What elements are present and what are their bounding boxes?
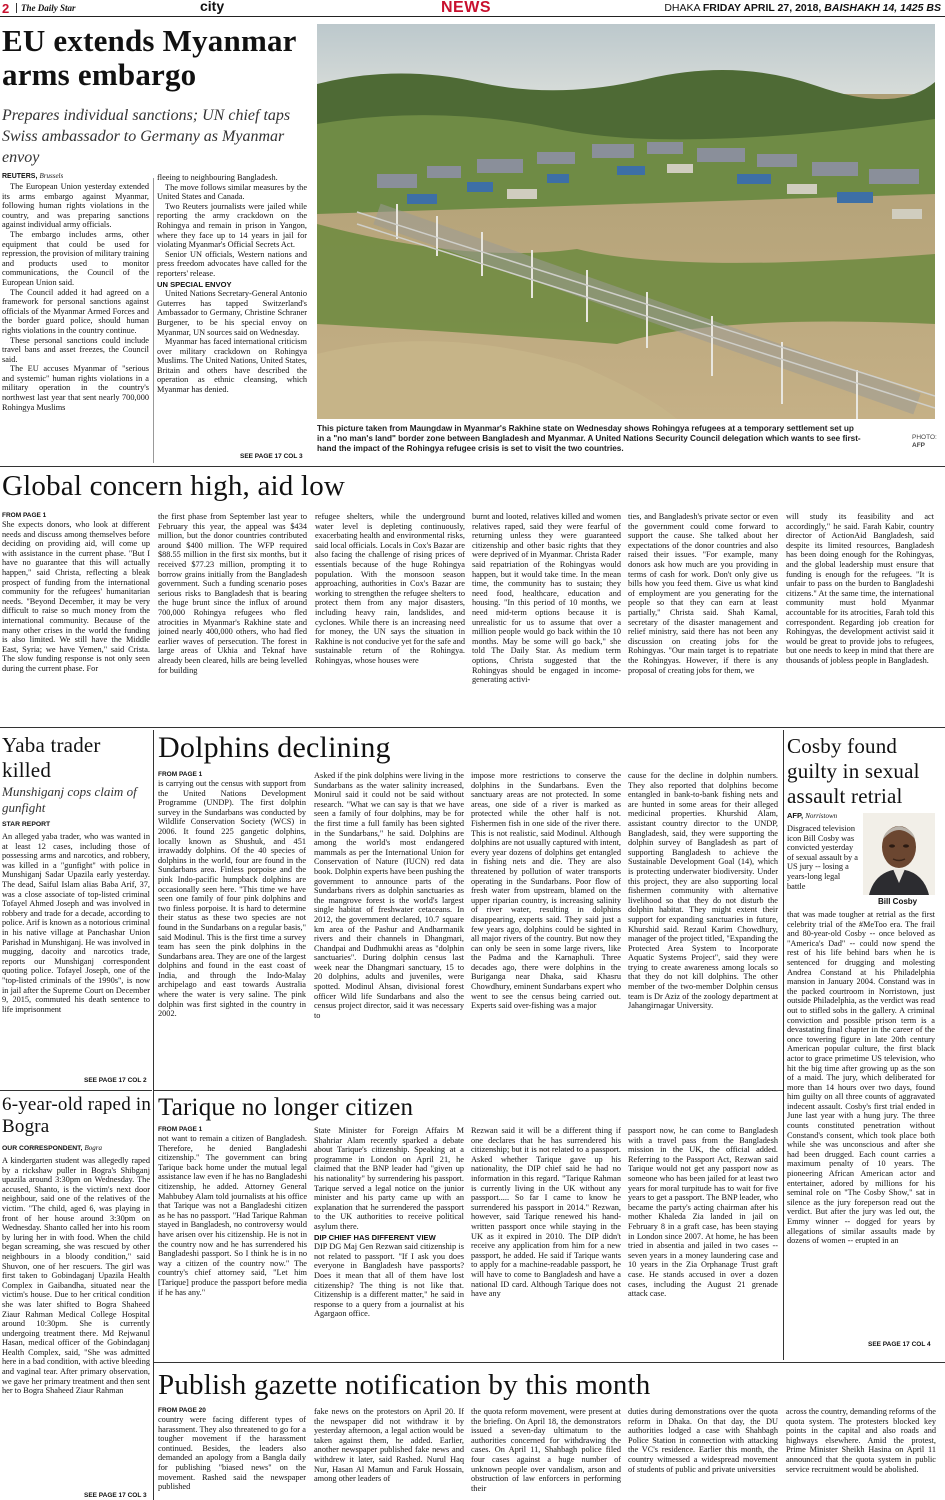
- yaba-see-page[interactable]: SEE PAGE 17 COL 2: [84, 1077, 147, 1084]
- eu-para: The move follows similar measures by the United States and Canada.: [157, 182, 307, 202]
- news-label: NEWS: [441, 0, 491, 16]
- tarique-column-1: not want to remain a citizen of Bangladesh. Therefore, he denied Bangladeshi citizenship." The government can bring Tarique back home under the mutual legal assistance law even if he has no Bangladeshi citizenship, he added. Attorney General Mahbubey Alam told journalists at his office that Tarique was not a Bangladeshi citizen as he has no passport. "Had Tarique Rahman stayed in Bangladesh, no controversy would have arisen over his citizenship. He is not in the country now and he has surrendered his Bangladeshi passport. So I think he is in no way a citizen of the country now." The country's chief attorney said, "Let him [Tarique] produce the passport before media if he has any.": [158, 1134, 307, 1297]
- gazette-column-5: across the country, demanding reforms of the quota system. The protesters blocked key points in the capital and also roads and highways elsewhere. Amid the protest, Prime Minister Sheikh Hasina on April 11 announced that the quota system in public service recruitment would be abolished.: [786, 1407, 936, 1474]
- gazette-column-3: the quota reform movement, were present at the briefing. On April 18, the demonstrators issued a seven-day ultimatum to the authorities concerned for withdrawing the cases. On April 11, Shahbagh police filed four cases against a huge number of unknown people over vandalism, arson and obstruction of law enforcers in performing their: [471, 1407, 621, 1493]
- tarique-column-2: [314, 1126, 464, 1356]
- tarique-para: DIP DG Maj Gen Rezwan said citizenship is not related to passport. "If I ask you does everyone in Bangladesh have passports? Does it mean that all of them have lost citizenship? The thing is not like that. Citizenship is a different matter," he said in response to a query from a journalist at his Agargaon office.: [314, 1242, 464, 1319]
- dolphins-column-4: cause for the decline in dolphin numbers. They also reported that dolphins become entangled in bank-to-bank fishing nets and are hunted in some areas for their alleged medicinal properties. Khurshid Alam, assistant country director to the UNDP, Bangladesh, said, they were supporting the dolphin survey of Bangladesh as part of supporting Bangladesh to achieve the Sustainable Development Goal (14), which is protecting underwater biodiversity. Under this project, they are also supporting local fishermen community with alternative livelihood so that they do not disturb the dolphin habitat. They might extent their support for expanding sanctuaries in future, Khurshid said. Rezaul Karim Chowdhury, manager of the project titled, "Expanding the Protected Area System to Incorporate Aquatic Systems Project", said they were trying to create awareness among locals so that they do not kill dolphins. The other member of the two-member Dolphin census team is Dr Aziz of the zoology department at Jahangirnagar University.: [628, 771, 778, 1011]
- page-number: 2: [2, 1, 10, 16]
- eu-para: The European Union yesterday extended its arms embargo against Myanmar, following human rights violations in the country, and was preparing sanctions against individual army officials.: [2, 182, 149, 230]
- global-column-6: will study its feasibility and act accordingly," he said. Farah Kabir, country director of ActionAid Bangladesh, said despite its limited resources, Bangladesh has been doing enough for the Rohingyas, and the global leadership must ensure that funding is enough for the refugees. "It is unfair to pass on the burden to Bangladeshi citizens." At the same time, the international community must hold Myanmar accountable for its atrocities, Farah told this correspondent. Regarding job creation for Rohingyas, the development activist said it would be great to provide jobs to refugees, but one needs to keep in mind that there are thousands of jobless people in Bangladesh.: [786, 512, 934, 665]
- eu-para: The embargo includes arms, other equipment that could be used for repression, the provision of military training and products used to monitor communications, the Council of the European Union said.: [2, 229, 149, 287]
- gazette-column-1: country were facing different types of harassment. They also threatened to go for a tougher movement if the harassment continued. Besides, the leaders also demanded an apology from a Bangla daily for publishing "biased news" on the movement. Rashed said the newspaper published: [158, 1415, 306, 1492]
- eu-byline: [2, 171, 63, 180]
- refugee-camp-image: [317, 24, 935, 419]
- eu-subheading: UN SPECIAL ENVOY: [157, 279, 232, 289]
- yaba-subhead: Munshiganj cops claim of gunfight: [2, 784, 137, 815]
- tarique-subheading: DIP CHIEF HAS DIFFERENT VIEW: [314, 1232, 436, 1242]
- global-column-1: She expects donors, who look at different needs and discuss among themselves before deciding on providing aid, will come up with assistance in the current phase. "But I have no guarantee that this will actually happen," said Christa, reflecting a bleak prospect of funding from the international community for the refugees' humanitarian needs. "Beyond December, it may be very difficult to raise so much money from the international community. Because of the many other crises in the world the funding is also limited. We still have the Middle East, Syria; we have Yemen," said Crista. The slow funding response is not only seen during the current phase. For: [2, 520, 150, 673]
- column-divider: [783, 730, 784, 1360]
- dateline: [664, 2, 941, 14]
- section-rule: [0, 466, 945, 467]
- tarique-para: State Minister for Foreign Affairs M Shahriar Alam recently sparked a debate about Tarique's citizenship. Speaking at a programme in London on April 21, he claimed that the BNP leader had "given up his nationality" by surrendering his passport. Tarique served a legal notice on the junior minister and his party came up with an explanation that he surrendered the passport to the UK authorities to receive political asylum there.: [314, 1126, 464, 1231]
- photo-credit-label: PHOTO:: [912, 434, 937, 441]
- dolphins-from-page: FROM PAGE 1: [158, 771, 203, 778]
- masthead: [0, 0, 945, 17]
- global-column-5: ties, and Bangladesh's private sector or even the government could come forward to support the cause. She talked about her expectations of the donor countries and also raised their issues. "For example, many donors ask how much are you providing in terms of cash for work. Don't only give us bills how you feed them. Give us what kind of employment are you generating for the people so that they can earn at least partially," Christa said. Shah Kamal, secretary of the disaster management and relief ministry, said there has not been any discussion on creating jobs for the Rohingyas. "Our main target is to repatriate the Rohingyas. However, if there is any proposal of creating jobs for them, we: [628, 512, 778, 675]
- global-column-3: refugee shelters, while the underground water level is depleting continuously, exacerbating health and environmental risks, said local officials. Locals in Cox's Bazar are also facing the challenge of rising prices of essentials because of the huge Rohingya population. With the monsoon season approaching, authorities in Cox's Bazar are working to strengthen the refugee shelters to protect them from any major disasters, including heavy rain, landslides, and cyclones. While there is an increasing need for money, the UN says the situation in Rakhine is not conducive yet for the safe and sustainable return of the Rohingya. Rohingyas, whose houses were: [315, 512, 465, 665]
- global-column-2: the first phase from September last year to February this year, the appeal was $434 million, but the donor countries contributed around $400 million. The WFP required $88.55 million in the first six months, but it received $77.23 million, prompting it to borrow grains initially from the Bangladesh government. Such a funding scenario poses serious risks to Bangladesh that is bearing the huge brunt since the influx of around 700,000 Rohingya refugees who fled atrocities in Myanmar's Rakhine state and joined nearly 400,000 others, who had fled earlier waves of persecution. The forest in large areas of Ukhia and Teknaf have already been cleared, hills are being levelled for building: [158, 512, 307, 675]
- yaba-byline: STAR REPORT: [2, 821, 51, 828]
- eu-para: The EU accuses Myanmar of "serious and systemic" human rights violations in a military operation in the country's northwest last year that sent nearly 700,000 Rohingya Muslims: [2, 364, 149, 412]
- section-rule: [153, 1090, 783, 1091]
- cosby-byline-place: Norristown: [805, 812, 838, 820]
- photo-caption: This picture taken from Maungdaw in Myanmar's Rakhine state on Wednesday shows Rohingya refugees at a temporary settlement set up in a "no man's land" border zone between Bangladesh and Myanmar. A United Nations Security Council delegation which wants to see first-hand the impact of the Rohingya refugee crisis is set to visit the two countries.: [317, 424, 861, 454]
- gazette-headline[interactable]: Publish gazette notification by this month: [158, 1369, 651, 1401]
- global-column-4: burnt and looted, relatives killed and women relatives raped, said they were fearful of returning unless they were guaranteed citizenship and other basic rights that they were deprived of in Myanmar. Christa Rader said repatriation of the Rohingyas would happen, but it would take time. In the mean time, the community has to sustain; they need food, healthcare, education and housing. "In this period of 10 months, we need mid-term options because it is unrealistic for us to assume that over a million people would go back within the 10 months. May be some will go back," she told The Daily Star. As medium term options, Christa suggested that the Rohingyas should be engaged in income-generating activi-: [472, 512, 621, 685]
- section-rule: [153, 1362, 945, 1363]
- global-from-page: FROM PAGE 1: [2, 512, 47, 519]
- eu-headline[interactable]: EU extends Myanmar arms embargo: [2, 23, 297, 92]
- dolphins-column-1: is carrying out the census with support from the United Nations Development Programme (UNDP). The first dolphin survey in the Sundarbans was conducted by Wildlife Conservation Society (WCS) in 2006. It found 225 gangetic dolphins, locally known as Shushuk, and 451 irrawaddy dolphins. Of the 40 species of dolphins in the world, four are found in the Sundarbans area. Finless porpoise and the pink Indo-pacific humpback dolphins are occasionally seen here. "This time we have seen one family of four pink dolphins and two finless porpoise. It is hard to determine their status as these two species are not found in the Sundarbans on a regular basis," said Modinul. This is the first time a survey team has seen the pink dolphins in the Sundarbans area. They are one of the largest dolphins and found in the east coast of India, and through the Indo-Malay archipelago and east towards Australia where the water is very saline. The pink dolphin was first sighted in the country in 2002.: [158, 779, 306, 1019]
- tarique-column-3: Rezwan said it will be a different thing if one declares that he has surrendered his citizenship; but it is not related to a passport. Asked whether Tarique gave up his nationality, the DIP chief said he had no information in this regard. "Tarique Rahman is currently living in the UK without any passport..... So far I came to know he surrendered his passport in 2014." Rezwan, however, said Tarique renewed his hand-written passport once while staying in the UK as it expired in 2010. The DIP didn't receive any application from him for a new passport, he added. He said if Tarique wants to apply for a machine-readable passport, he will have to come to Bangladesh and have a national ID card. Although Tarique does not have any: [471, 1126, 621, 1299]
- tarique-column-4: passport now, he can come to Bangladesh with a travel pass from the Bangladesh mission in the UK, the official added. Referring to the Passport Act, Rezwan said Tarique would not get any passport now as someone who has been jailed for at least two years for moral turpitude has to wait for five years to get a passport. The BNP leader, who became the party's acting chairman after his mother Khaleda Zia landed in jail on February 8 in a graft case, has been staying in London since 2007. At home, he has been tried in absentia and jailed in two cases -- seven years in a money laundering case and 10 years in the Zia Orphanage Trust graft case. He stands accused in over a dozen cases, including the August 21 grenade attack case.: [628, 1126, 778, 1299]
- eu-byline-source: REUTERS,: [2, 173, 38, 180]
- gazette-column-4: duties during demonstrations over the quota reform in Dhaka. On that day, the DU authorities lodged a case with Shahbagh Police Station in connection with attacking the VC's residence. Earlier this month, the country witnessed a widespread movement of students of public and private universities: [628, 1407, 778, 1474]
- dolphins-column-2: Asked if the pink dolphins were living in the Sundarbans as the water salinity increased, Monirul said it could not be said without research. "What we can say is that we have seen a family of four dolphins, may be for the first time a full family has been sighted in the Sundarbans," he said. Dolphins are among the world's most endangered mammals as per the International Union for Conservation of Nature (IUCN) red data book. Dolphin experts have been pushing the government to announce parts of the Sundarbans rivers as dolphin sanctuaries as the mangrove forest is the world's largest single habitat of freshwater cetaceans. In 2012, the government declared, 10.7 square km area of the Pashur and Andharmanik rivers and their channels in Dhangmari, Chandpai and Dudhmukhi areas as "dolphin sanctuaries". During dolphin census last week near the Dhangmari sanctuary, 15 to 20 dolphins, adults and juveniles, were spotted. Modinul Ahsan, divisional forest officer Wild life Sundarbans and also the census project director, said it was necessary to: [314, 771, 464, 1020]
- eu-column-2: [157, 173, 307, 461]
- eu-see-page[interactable]: SEE PAGE 17 COL 3: [240, 453, 303, 460]
- paper-name: The Daily Star: [16, 3, 76, 13]
- raped-byline-source: OUR CORRESPONDENT,: [2, 1145, 83, 1152]
- raped-see-page[interactable]: SEE PAGE 17 COL 3: [84, 1492, 147, 1499]
- eu-byline-place: Brussels: [39, 172, 64, 180]
- gazette-from-page: FROM PAGE 20: [158, 1407, 206, 1414]
- cosby-body: that was made tougher at retrial as the first celebrity trial of the #MeToo era. The frail and 80-year-old Cosby -- once beloved as "America's Dad" -- could now spend the rest of his life behind bars when he is sentenced for drugging and molesting Andrea Constand at his Philadelphia mansion in January 2004. Constand was in the packed courtroom in Norristown, just outside Philadelphia, as the verdict was read out to stifled sobs in the gallery. A criminal conviction and possible prison term is a devastating final chapter in the career of the once towering figure in late 20th century American popular culture, the first black actor to grace primetime US television, who hit the big time after growing up as the son of a maid. The jury, which deliberated for more than 14 hours over two days, found him guilty on all three counts of aggravated indecent assault. Cosby's first trial ended in June last year with a hung jury. The three counts constituted penetration without Constand's consent, which took place both while she was unconscious and after she had been drugged. Each count carries a maximum penalty of 10 years. The pioneering African American actor and entertainer, adored by millions for his seminal role on "The Cosby Show," sat in silence as the jury foreperson read out the verdict. But after the jury was led out, the Emmy winner -- dogged for years by allegations of similar assaults made by dozens of women -- erupted in an: [787, 910, 935, 1246]
- eu-para: Myanmar has faced international criticism over military crackdown on Rohingya Muslims. The United Nations, United States, Britain and others have described the operation as ethnic cleansing, which Myanmar has denied.: [157, 337, 307, 395]
- gazette-column-2: fake news on the protestors on April 20. If the newspaper did not withdraw it by yesterday afternoon, a legal action would be taken against them, he added. Earlier, another newspaper published fake news and withdrew it later, said Rashed. Nurul Haq Nur, Hasan Al Mamun and Faruk Hossain, among other leaders of: [314, 1407, 464, 1484]
- tarique-headline[interactable]: Tarique no longer citizen: [158, 1094, 414, 1121]
- cosby-body-top: Disgraced television icon Bill Cosby was convicted yesterday of sexual assault by a US jury -- losing a years-long legal battle: [787, 824, 858, 891]
- section-rule: [0, 727, 945, 728]
- eu-para: fleeing to neighbouring Bangladesh.: [157, 173, 278, 182]
- eu-para: The Council added it had agreed on a framework for personal sanctions against officials of the Myanmar Armed Forces and the border guard police, should human rights violations in the country continue.: [2, 287, 149, 335]
- cosby-photo: [863, 813, 935, 895]
- photo-credit-source: AFP: [912, 442, 925, 449]
- global-headline[interactable]: Global concern high, aid low: [2, 470, 346, 502]
- dolphins-headline[interactable]: Dolphins declining: [158, 731, 391, 764]
- yaba-headline[interactable]: Yaba trader killed: [2, 733, 101, 782]
- eu-para: These personal sanctions could include travel bans and asset freezes, the Council said.: [2, 335, 149, 364]
- eu-column-1: [2, 182, 149, 462]
- raped-byline-place: Bogra: [84, 1144, 103, 1152]
- cosby-headline[interactable]: Cosby found guilty in sexual assault retrial: [787, 734, 920, 808]
- cosby-byline: [787, 811, 837, 820]
- dolphins-column-3: impose more restrictions to conserve the dolphins in the Sundarbans. Even the sanctuary areas are not protected. In some areas, one side of a river is marked as protected while the other half is not. Fishermen fish in one side of the river there. This is not realistic, said Modinul. Although dolphins are not usually captured with intent, every year dozens of dolphins get entangled in fishing nets and die. They are also threatened by pollution of water transports operating in the Sundarbans. Poor flow of fresh water from upstream, blamed on the upper riparian country, is increasing salinity of river water, resulting in dolphins disappearing, experts said. They said just a few years ago, dolphins could be sighted in all major rivers of the country. But now they can only be seen in some large rivers, like the Padma and the Karnaphuli. Three decades ago, there were dolphins in the Buriganga near Dhaka, said Khasru Chowdhury, eminent Sundarbans expert who went to see the census being carried out. Experts said over-fishing was a major: [471, 771, 621, 1011]
- raped-body: A kindergarten student was allegedly raped by a rickshaw puller in Bogra's Shibganj upazila around 3:30pm on Wednesday. The accused, Shanto, is the victim's next door neighbour, said one of the relatives of the victim. "The child, aged 6, was playing in front of her house around 3:30pm on Wednesday. Shanto called her into his room by luring her in with food. When the child began screaming, she was rescued by other neighbours in a bloody condition," said Shuvon, one of her rescuers. The girl was first taken to Gobindaganj Upazila Health Complex in Gaibandha, situated near the victim's house. Due to her critical condition she was later shifted to Bogra Shaheed Ziaur Rahman Medical College Hospital around 10:30pm. She is currently undergoing treatment there. Md Rejwanul Hasan, medical officer of the Gobindaganj Health Complex, said, "She was admitted here in a bad condition, with active bleeding and vaginal tear. After primary observation, we gave her primary treatment and then sent her to Bogra Shaheed Ziaur Rahman: [2, 1156, 150, 1396]
- cosby-photo-caption: Bill Cosby: [878, 897, 918, 906]
- eu-para: Senior UN officials, Western nations and press freedom advocates have called for the reporters' release.: [157, 249, 307, 278]
- dateline-date: FRIDAY APRIL 27, 2018,: [702, 2, 822, 14]
- cosby-portrait: [863, 813, 935, 895]
- column-divider: [153, 178, 154, 463]
- cosby-byline-source: AFP,: [787, 811, 804, 820]
- eu-para: Two Reuters journalists were jailed while reporting the army crackdown on the Rohingya and remain in prison in Yangon, where they face up to 14 years in jail for violating Myanmar's Official Secrets Act.: [157, 201, 307, 250]
- eu-subhead: Prepares individual sanctions; UN chief taps Swiss ambassador to Germany as Myanmar envoy: [2, 107, 291, 166]
- raped-headline[interactable]: 6-year-old raped in Bogra: [2, 1094, 152, 1137]
- photo-credit: [912, 434, 937, 450]
- eu-para: United Nations Secretary-General Antonio Guterres has tapped Switzerland's Ambassador to Germany, Christine Schraner Burgener, to be his special envoy on Myanmar, UN sources said on Wednesday.: [157, 289, 307, 337]
- refugee-camp-photo: [317, 24, 935, 419]
- section-rule: [0, 1090, 152, 1091]
- yaba-body: An alleged yaba trader, who was wanted in at least 12 cases, including those of possessing arms and narcotics, and robbery, was killed in a "gunfight" with police in Munshiganj Sadar Upazila early yesterday. The dead, Saiful Islam alias Baba Arif, 37, was a close associate of top-listed criminal Tofayel Ahmed Joseph and was involved in robbery and trade for a decade, according to police. Arif is known as a notorious criminal in his native village at Panchashar Union Parishad in Munshiganj. He was involved in mugging, dacoity and narcotics trade, reports our Munshiganj correspondent quoting police. Tofayel Joseph, one of the "top-listed criminals of the 1990s", is now in jail after the Supreme Court on December 9, 2015, commuted his death sentence to life imprisonment: [2, 832, 150, 1014]
- tarique-from-page: FROM PAGE 1: [158, 1126, 203, 1133]
- dateline-bangla: BAISHAKH 14, 1425 BS: [824, 2, 941, 14]
- cosby-see-page[interactable]: SEE PAGE 17 COL 4: [868, 1341, 931, 1348]
- section-name: city: [200, 0, 225, 14]
- raped-byline: [2, 1143, 102, 1152]
- dateline-place: DHAKA: [664, 2, 700, 14]
- column-divider: [153, 730, 154, 1500]
